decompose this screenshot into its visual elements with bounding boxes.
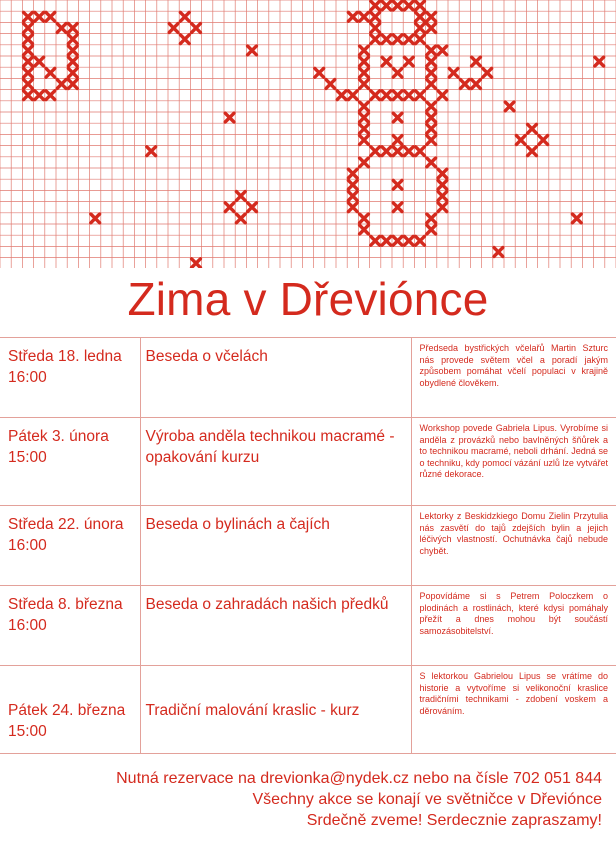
cross-stitch	[371, 147, 380, 156]
cross-stitch	[348, 192, 357, 201]
cross-stitch	[449, 68, 458, 77]
cross-stitch	[393, 68, 402, 77]
cross-stitch	[416, 12, 425, 21]
event-description-cell	[411, 666, 616, 754]
event-description-cell	[411, 506, 616, 586]
cross-stitch	[382, 57, 391, 66]
cross-stitch	[427, 158, 436, 167]
event-description: Popovídáme si s Petrem Poloczkem o plodinách a rostlinách, které kdysi pomáhaly přežít a dnes mohou být součástí samozásobitelství.	[419, 591, 608, 636]
cross-stitch	[68, 57, 77, 66]
event-time: 16:00	[8, 369, 47, 386]
event-description-cell	[411, 586, 616, 666]
cross-stitch	[315, 68, 324, 77]
cross-stitch	[393, 203, 402, 212]
cross-stitch	[427, 113, 436, 122]
footer-info	[116, 768, 602, 831]
cross-stitch	[393, 180, 402, 189]
cross-stitch	[192, 259, 201, 268]
cross-stitch	[483, 68, 492, 77]
cross-stitch	[236, 214, 245, 223]
cross-stitch	[472, 57, 481, 66]
cross-stitch	[360, 158, 369, 167]
cross-stitch	[505, 102, 514, 111]
cross-stitch	[371, 1, 380, 10]
cross-stitch	[35, 57, 44, 66]
cross-stitch	[393, 91, 402, 100]
event-time: 16:00	[8, 617, 47, 634]
cross-stitch	[416, 24, 425, 33]
cross-stitch	[147, 147, 156, 156]
event-name-cell	[140, 586, 411, 666]
cross-stitch	[393, 147, 402, 156]
cross-stitch	[348, 203, 357, 212]
cross-stitch	[91, 214, 100, 223]
event-description-cell	[411, 338, 616, 418]
cross-stitch	[404, 236, 413, 245]
cross-stitch	[348, 91, 357, 100]
cross-stitch	[494, 248, 503, 257]
event-name: Beseda o včelách	[145, 348, 268, 365]
cross-stitch	[516, 136, 525, 145]
cross-stitch	[438, 203, 447, 212]
cross-stitch	[24, 35, 33, 44]
cross-stitch	[24, 80, 33, 89]
event-date-cell	[0, 586, 140, 666]
cross-stitch	[427, 46, 436, 55]
event-name-cell	[140, 338, 411, 418]
cross-stitch	[326, 80, 335, 89]
event-name-cell	[140, 418, 411, 506]
event-row	[0, 506, 616, 586]
cross-stitch	[371, 12, 380, 21]
cross-stitch	[24, 68, 33, 77]
cross-stitch	[35, 91, 44, 100]
cross-stitch	[24, 57, 33, 66]
cross-stitch	[360, 225, 369, 234]
cross-stitch	[427, 24, 436, 33]
cross-stitch	[348, 180, 357, 189]
stitch-grid	[0, 0, 616, 268]
cross-stitch	[371, 236, 380, 245]
cross-stitch	[348, 169, 357, 178]
cross-stitch	[393, 113, 402, 122]
cross-stitch	[382, 147, 391, 156]
event-time: 16:00	[8, 537, 47, 554]
cross-stitch	[427, 12, 436, 21]
event-row	[0, 586, 616, 666]
cross-stitch	[68, 46, 77, 55]
event-row	[0, 338, 616, 418]
event-name: Výroba anděla technikou macramé - opakování kurzu	[145, 428, 395, 466]
cross-stitch	[438, 46, 447, 55]
cross-stitch	[360, 12, 369, 21]
cross-stitch	[404, 57, 413, 66]
cross-stitch	[169, 24, 178, 33]
cross-stitch	[248, 203, 257, 212]
cross-stitch	[192, 24, 201, 33]
cross-stitch	[360, 57, 369, 66]
cross-stitch	[427, 57, 436, 66]
events-table	[0, 337, 616, 754]
cross-stitch	[404, 35, 413, 44]
cross-stitch	[404, 1, 413, 10]
event-name: Beseda o zahradách našich předků	[145, 596, 389, 613]
event-description: Předseda bystřických včelařů Martin Szturc nás provede světem včel a poradí jakým způsobem pomáhat včelí populaci v krajině obydlené člověkem.	[419, 343, 608, 388]
event-date-cell	[0, 338, 140, 418]
event-description: Workshop povede Gabriela Lipus. Vyrobíme si anděla z provázků nebo bavlněných šňůrek a to technikou macramé, neboli drhání. Jedná se o techniku, kdy pomocí vázání uzlů lze vytvářet různé dekorace.	[419, 423, 608, 480]
cross-stitch	[360, 136, 369, 145]
event-date-cell	[0, 506, 140, 586]
event-name: Beseda o bylinách a čajích	[145, 516, 330, 533]
cross-stitch	[225, 113, 234, 122]
cross-stitch	[393, 35, 402, 44]
event-name-cell	[140, 666, 411, 754]
cross-stitch	[360, 68, 369, 77]
invitation-note: Srdečně zveme! Serdecznie zapraszamy!	[306, 812, 602, 829]
event-name: Tradiční malování kraslic - kurz	[145, 702, 360, 719]
cross-stitch	[416, 91, 425, 100]
cross-stitch	[460, 80, 469, 89]
cross-stitch	[360, 214, 369, 223]
cross-stitch	[57, 24, 66, 33]
cross-stitch	[438, 180, 447, 189]
event-date-cell	[0, 666, 140, 754]
event-row	[0, 418, 616, 506]
cross-stitch	[427, 136, 436, 145]
event-description: S lektorkou Gabrielou Lipus se vrátíme do historie a vytvoříme si velikonoční kraslice tradičními technikami - zdobení voskem a děrováním.	[419, 671, 608, 716]
cross-stitch	[68, 24, 77, 33]
cross-stitch	[528, 124, 537, 133]
cross-stitch	[416, 35, 425, 44]
cross-stitch	[24, 24, 33, 33]
cross-stitch	[416, 1, 425, 10]
cross-stitch	[68, 35, 77, 44]
reservation-note: Nutná rezervace na drevionka@nydek.cz nebo na čísle 702 051 844	[116, 770, 602, 787]
cross-stitch	[416, 147, 425, 156]
cross-stitch	[393, 1, 402, 10]
cross-stitch	[360, 46, 369, 55]
cross-stitch	[528, 147, 537, 156]
event-row	[0, 666, 616, 754]
cross-stitch	[68, 80, 77, 89]
cross-stitch	[393, 136, 402, 145]
cross-stitch	[24, 46, 33, 55]
cross-stitch	[248, 46, 257, 55]
cross-stitch	[371, 91, 380, 100]
cross-stitch-snowman-illustration	[0, 0, 616, 268]
cross-stitch	[360, 102, 369, 111]
cross-stitch	[427, 124, 436, 133]
cross-stitch	[371, 35, 380, 44]
page-title: Zima v Dřeviónce	[127, 273, 489, 325]
cross-stitch	[472, 80, 481, 89]
cross-stitch	[24, 12, 33, 21]
event-date-cell	[0, 418, 140, 506]
cross-stitch	[236, 192, 245, 201]
cross-stitch	[225, 203, 234, 212]
cross-stitch	[337, 91, 346, 100]
event-time: 15:00	[8, 449, 47, 466]
cross-stitch	[24, 91, 33, 100]
cross-stitch	[360, 124, 369, 133]
cross-stitch	[438, 169, 447, 178]
cross-stitch	[404, 147, 413, 156]
cross-stitch	[382, 35, 391, 44]
cross-stitch	[438, 192, 447, 201]
cross-stitch	[382, 91, 391, 100]
cross-stitch	[57, 80, 66, 89]
event-description: Lektorky z Beskidzkiego Domu Zielin Przytulia nás zasvětí do tajů zdejších bylin a jejich léčivých vlastností. Ochutnávka čajů nebude chybět.	[419, 511, 608, 556]
event-day: Středa 18. ledna	[8, 348, 122, 365]
cross-stitch	[180, 35, 189, 44]
cross-stitch	[180, 12, 189, 21]
cross-stitch	[46, 91, 55, 100]
cross-stitch	[371, 24, 380, 33]
event-day: Pátek 24. března	[8, 702, 126, 719]
cross-stitch	[427, 225, 436, 234]
venue-note: Všechny akce se konají ve světničce v Dřeviónce	[252, 791, 602, 808]
cross-stitch	[46, 68, 55, 77]
cross-stitch	[416, 236, 425, 245]
cross-stitch	[427, 214, 436, 223]
cross-stitch	[427, 80, 436, 89]
cross-stitch	[382, 236, 391, 245]
cross-stitch	[427, 102, 436, 111]
cross-stitch	[348, 12, 357, 21]
cross-stitch	[393, 236, 402, 245]
cross-stitch	[404, 91, 413, 100]
event-name-cell	[140, 506, 411, 586]
event-description-cell	[411, 418, 616, 506]
cross-stitch	[68, 68, 77, 77]
cross-stitch	[360, 113, 369, 122]
cross-stitch	[438, 91, 447, 100]
event-day: Středa 8. března	[8, 596, 123, 613]
cross-stitch	[35, 12, 44, 21]
cross-stitch	[360, 80, 369, 89]
cross-stitch	[539, 136, 548, 145]
cross-stitch	[427, 68, 436, 77]
cross-stitch	[46, 12, 55, 21]
cross-stitch	[595, 57, 604, 66]
event-day: Pátek 3. února	[8, 428, 109, 445]
cross-stitch	[572, 214, 581, 223]
event-day: Středa 22. února	[8, 516, 124, 533]
cross-stitch	[382, 1, 391, 10]
event-time: 15:00	[8, 723, 47, 740]
